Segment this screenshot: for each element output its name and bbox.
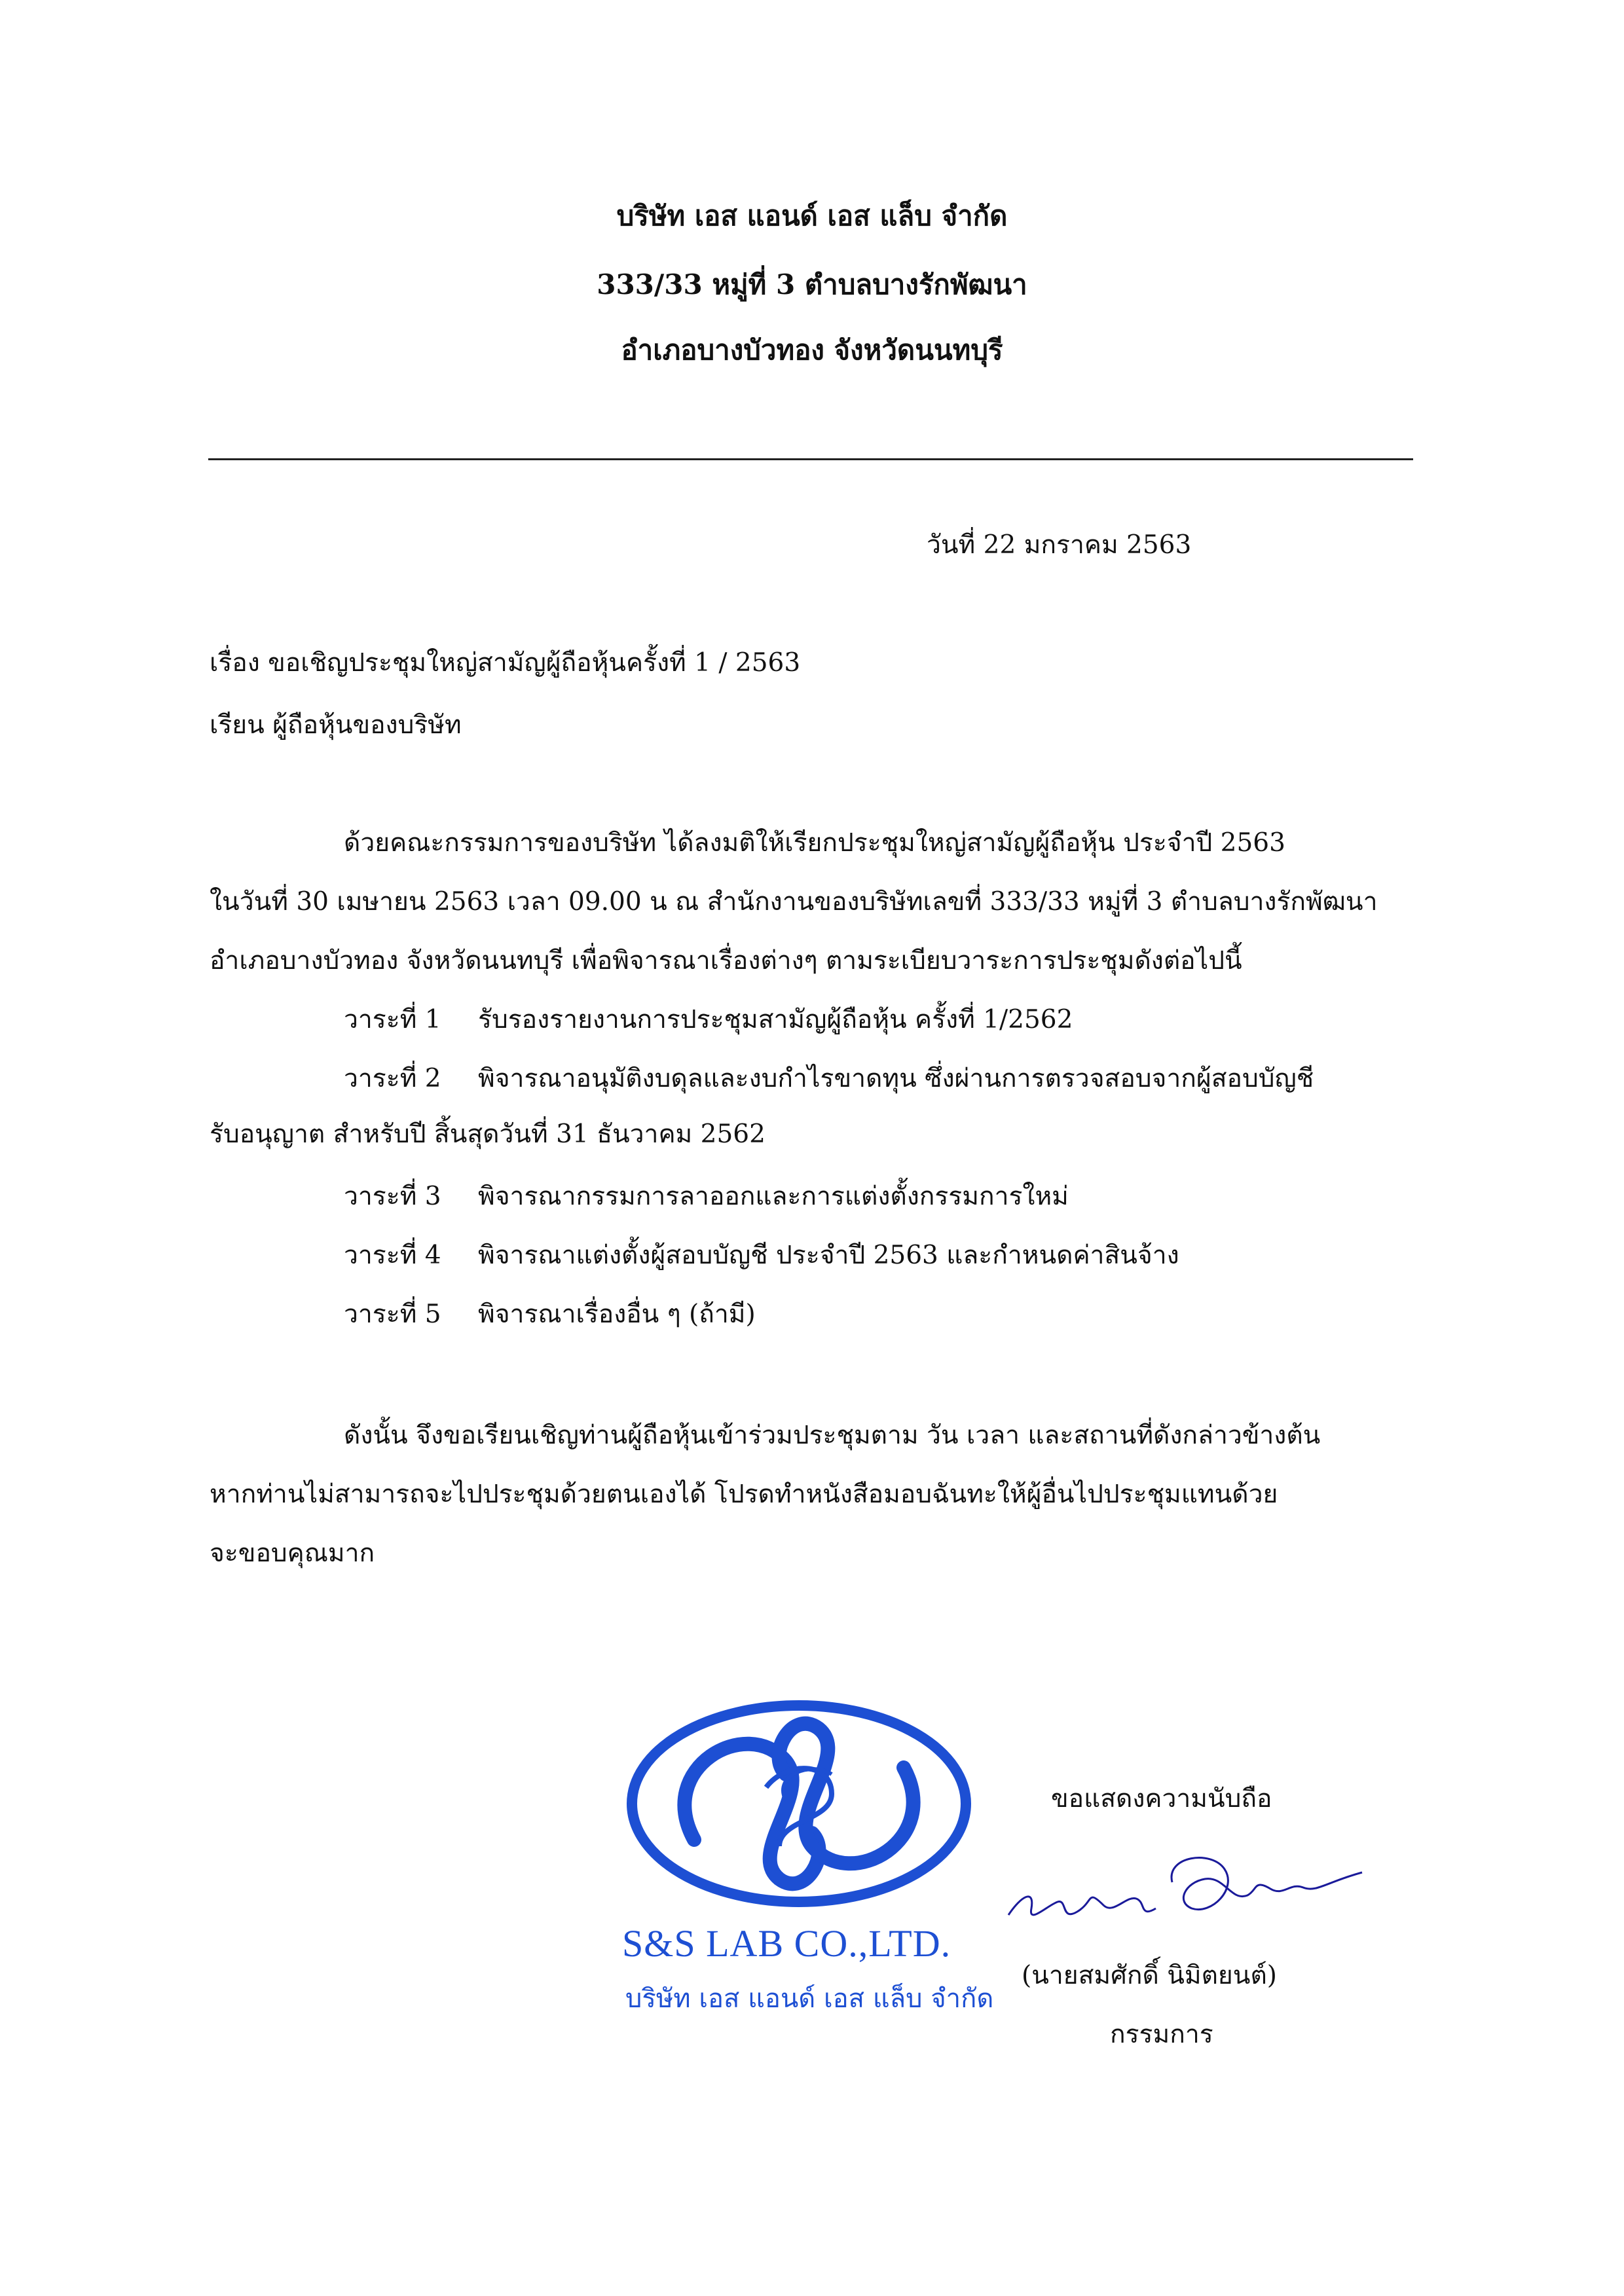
regards-text: ขอแสดงความนับถือ <box>1051 1784 1272 1813</box>
agenda-label: วาระที่ 4 <box>344 1241 441 1270</box>
company-address-line1: 333/33 หมู่ที่ 3 ตำบลบางรักพัฒนา <box>597 268 1027 301</box>
agenda-text: พิจารณาอนุมัติงบดุลและงบกำไรขาดทุน ซึ่งผ่านการตรวจสอบจากผู้สอบบัญชี <box>478 1064 1314 1093</box>
body-line-2: ในวันที่ 30 เมษายน 2563 เวลา 09.00 น ณ สำนักงานของบริษัทเลขที่ 333/33 หมู่ที่ 3 ตำบลบางรักพัฒนา <box>210 887 1378 917</box>
company-name: บริษัท เอส แอนด์ เอส แล็บ จำกัด <box>616 200 1008 232</box>
agenda-text: รับรองรายงานการประชุมสามัญผู้ถือหุ้น ครั้งที่ 1/2562 <box>478 1005 1073 1034</box>
signature-icon <box>995 1843 1375 1941</box>
header-divider <box>208 458 1413 460</box>
agenda-text: พิจารณากรรมการลาออกและการแต่งตั้งกรรมการใหม่ <box>478 1182 1069 1211</box>
agenda-text-continuation: รับอนุญาต สำหรับปี สิ้นสุดวันที่ 31 ธันวาคม 2562 <box>210 1120 766 1149</box>
subject-line: เรื่อง ขอเชิญประชุมใหญ่สามัญผู้ถือหุ้นครั้งที่ 1 / 2563 <box>210 648 801 678</box>
recipient-line: เรียน ผู้ถือหุ้นของบริษัท <box>210 710 462 740</box>
closing-line-2: หากท่านไม่สามารถจะไปประชุมด้วยตนเองได้ โปรดทำหนังสือมอบฉันทะให้ผู้อื่นไปประชุมแทนด้วย <box>210 1480 1278 1509</box>
body-line-1: ด้วยคณะกรรมการของบริษัท ได้ลงมติให้เรียกประชุมใหญ่สามัญผู้ถือหุ้น ประจำปี 2563 <box>344 828 1285 858</box>
ss-logo-icon <box>616 1689 982 1925</box>
agenda-label: วาระที่ 3 <box>344 1182 441 1211</box>
closing-line-1: ดังนั้น จึงขอเรียนเชิญท่านผู้ถือหุ้นเข้าร่วมประชุมตาม วัน เวลา และสถานที่ดังกล่าวข้างต้น <box>344 1421 1321 1450</box>
stamp-company-name-en: S&S LAB CO.,LTD. <box>622 1922 951 1965</box>
handwritten-signature <box>995 1843 1375 1941</box>
stamp-company-name-th: บริษัท เอส แอนด์ เอส แล็บ จำกัด <box>625 1984 994 2014</box>
agenda-text: พิจารณาเรื่องอื่น ๆ (ถ้ามี) <box>478 1300 756 1329</box>
agenda-text: พิจารณาแต่งตั้งผู้สอบบัญชี ประจำปี 2563 และกำหนดค่าสินจ้าง <box>478 1241 1179 1270</box>
body-line-3: อำเภอบางบัวทอง จังหวัดนนทบุรี เพื่อพิจารณาเรื่องต่างๆ ตามระเบียบวาระการประชุมดังต่อไปนี้ <box>210 946 1242 975</box>
company-logo <box>616 1689 982 2016</box>
closing-line-3: จะขอบคุณมาก <box>210 1539 375 1568</box>
company-address-line2: อำเภอบางบัวทอง จังหวัดนนทบุรี <box>621 334 1003 366</box>
agenda-label: วาระที่ 5 <box>344 1300 441 1329</box>
agenda-label: วาระที่ 2 <box>344 1064 441 1093</box>
agenda-label: วาระที่ 1 <box>344 1005 441 1034</box>
letter-date: วันที่ 22 มกราคม 2563 <box>927 530 1192 560</box>
signer-name: (นายสมศักดิ์ นิมิตยนต์) <box>1022 1961 1277 1990</box>
signer-title: กรรมการ <box>1110 2020 1213 2049</box>
